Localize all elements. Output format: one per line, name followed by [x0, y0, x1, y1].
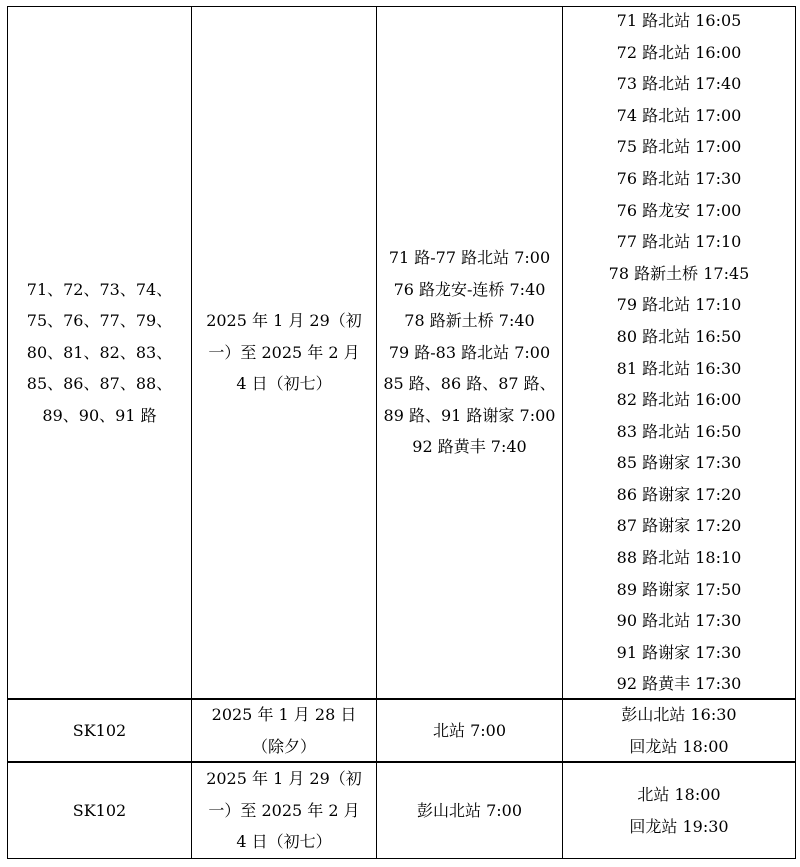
cell-line: 87 路谢家 17:20: [616, 516, 742, 536]
cell-line: 72 路北站 16:00: [616, 42, 742, 62]
table-cell-first-bus: [377, 763, 562, 858]
cell-line: 76 路龙安 17:00: [616, 200, 742, 220]
cell-line: 彭山北站 7:00: [416, 800, 523, 820]
cell-line: 83 路北站 16:50: [616, 421, 742, 441]
cell-line: 79 路北站 17:10: [616, 295, 742, 315]
table-cell-dates: [192, 700, 376, 761]
table-cell-last-bus: [563, 763, 795, 858]
cell-line: 一）至 2025 年 2 月: [208, 342, 360, 362]
table-cell-first-bus: [377, 700, 562, 761]
cell-line: 回龙站 19:30: [629, 816, 729, 836]
cell-line: 85 路、86 路、87 路、: [383, 374, 556, 394]
cell-line: 75 路北站 17:00: [616, 137, 742, 157]
cell-line: 77 路北站 17:10: [616, 232, 742, 252]
table-cell-routes: [8, 700, 191, 761]
cell-line: 88 路北站 18:10: [616, 548, 742, 568]
cell-line: 73 路北站 17:40: [616, 74, 742, 94]
cell-line: 90 路北站 17:30: [616, 611, 742, 631]
cell-line: 89 路谢家 17:50: [616, 579, 742, 599]
cell-line: 76 路龙安-连桥 7:40: [393, 279, 546, 299]
cell-line: 71、72、73、74、: [26, 279, 173, 299]
cell-line: 2025 年 1 月 29（初: [206, 311, 362, 331]
cell-line: 89 路、91 路谢家 7:00: [383, 405, 556, 425]
cell-line: 4 日（初七）: [236, 374, 332, 394]
cell-line: 一）至 2025 年 2 月: [208, 800, 360, 820]
cell-line: 71 路北站 16:05: [616, 10, 742, 30]
cell-line: 75、76、77、79、: [26, 311, 173, 331]
cell-line: 86 路谢家 17:20: [616, 484, 742, 504]
cell-line: 80 路北站 16:50: [616, 326, 742, 346]
table-cell-routes: [8, 763, 191, 858]
cell-line: 北站 7:00: [432, 720, 507, 740]
cell-line: 91 路谢家 17:30: [616, 642, 742, 662]
cell-line: 78 路新土桥 17:45: [608, 263, 750, 283]
cell-line: （除夕）: [251, 736, 316, 756]
table-cell-first-bus: [377, 7, 562, 698]
table-border: [795, 6, 796, 859]
cell-line: 82 路北站 16:00: [616, 390, 742, 410]
cell-line: 2025 年 1 月 29（初: [206, 769, 362, 789]
cell-line: SK102: [72, 800, 127, 820]
cell-line: 彭山北站 16:30: [621, 704, 737, 724]
table-cell-last-bus: [563, 700, 795, 761]
table-cell-dates: [192, 7, 376, 698]
cell-line: 78 路新土桥 7:40: [404, 311, 535, 331]
cell-line: 85 路谢家 17:30: [616, 453, 742, 473]
cell-line: 北站 18:00: [637, 784, 721, 804]
cell-line: 89、90、91 路: [42, 405, 157, 425]
cell-line: 71 路-77 路北站 7:00: [388, 247, 551, 267]
cell-line: 76 路北站 17:30: [616, 168, 742, 188]
table-border: [7, 858, 796, 859]
cell-line: 85、86、87、88、: [26, 374, 173, 394]
cell-line: 2025 年 1 月 28 日: [211, 704, 357, 724]
cell-line: 92 路黄丰 17:30: [616, 674, 742, 694]
cell-line: 92 路黄丰 7:40: [412, 437, 527, 457]
cell-line: 80、81、82、83、: [26, 342, 173, 362]
cell-line: 79 路-83 路北站 7:00: [388, 342, 551, 362]
cell-line: SK102: [72, 720, 127, 740]
cell-line: 回龙站 18:00: [629, 736, 729, 756]
table-cell-routes: [8, 7, 191, 698]
cell-line: 81 路北站 16:30: [616, 358, 742, 378]
table-cell-dates: [192, 763, 376, 858]
cell-line: 4 日（初七）: [236, 832, 332, 852]
cell-line: 74 路北站 17:00: [616, 105, 742, 125]
table-cell-last-bus: [563, 7, 795, 698]
